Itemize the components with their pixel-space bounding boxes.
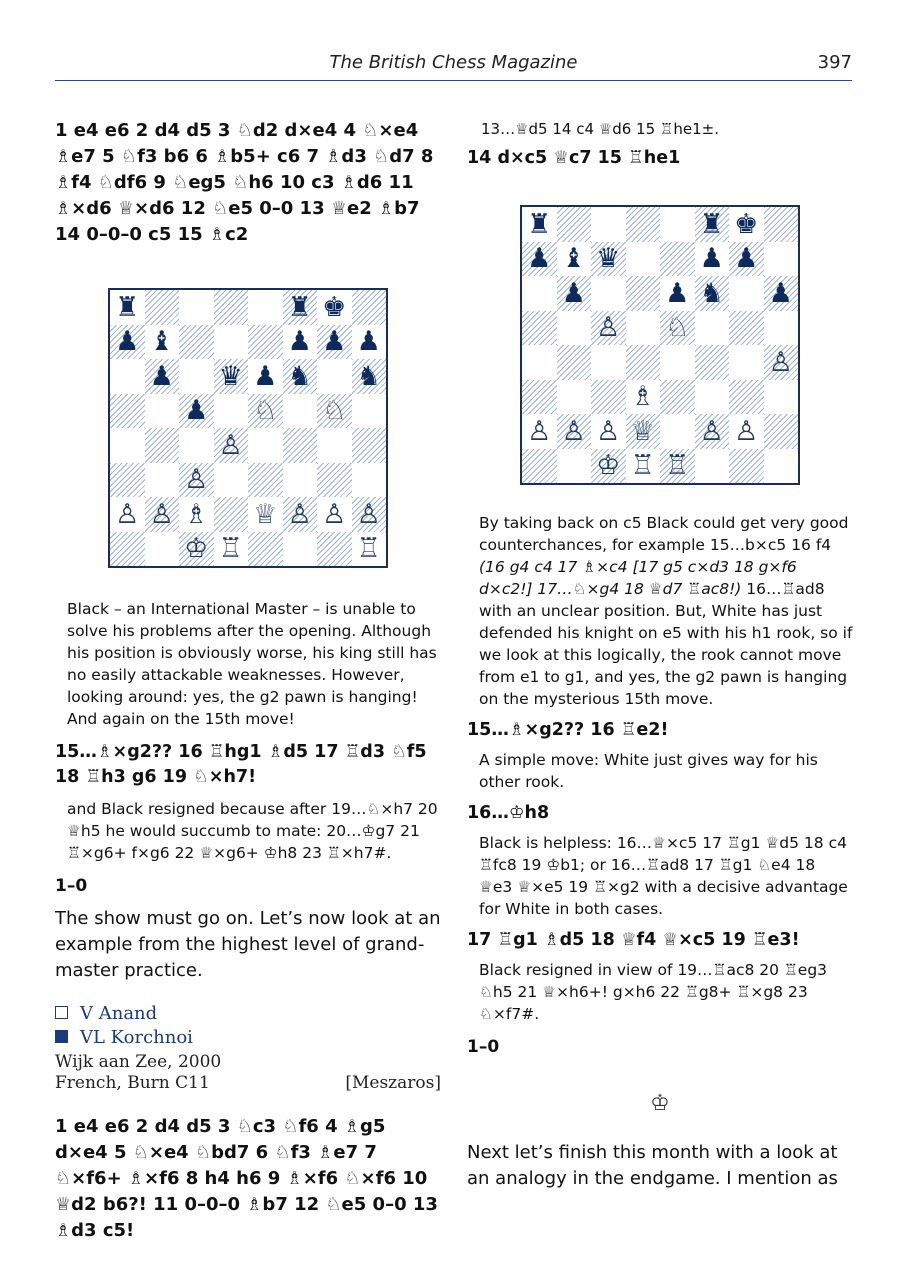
board2-square-g1 xyxy=(729,449,764,484)
board1-square-g1 xyxy=(317,532,352,567)
board2-square-d8 xyxy=(626,207,661,242)
chess-diagram-2 xyxy=(520,205,800,485)
white-player-name: V Anand xyxy=(80,1003,158,1024)
board2-square-h3 xyxy=(764,380,799,415)
board1-square-d4 xyxy=(214,428,249,463)
white-rook-icon: ♖ xyxy=(630,450,655,482)
white-king-icon: ♔ xyxy=(596,450,621,482)
board2-square-e3 xyxy=(660,380,695,415)
board2-square-a8 xyxy=(522,207,557,242)
commentary-note-6: Black is helpless: 16…♕×c5 17 ♖g1 ♕d5 18 c4 ♖fc8 19 ♔b1; or 16…♖ad8 17 ♖g1 ♘e4 18 ♕e3 ♕×e5 19 ♖×g2 with a decisive advantage for White in both cases. xyxy=(479,834,848,918)
board2-square-f2 xyxy=(695,414,730,449)
commentary-paragraph-2: The show must go on. Let’s now look at an example from the highest level of grand-master practice. xyxy=(55,908,441,981)
white-bishop-icon: ♗ xyxy=(630,381,655,413)
board1-square-e2 xyxy=(248,497,283,532)
white-queen-icon: ♕ xyxy=(630,415,655,447)
commentary-paragraph-1: Black – an International Master – is unable to solve his problems after the opening. Although his position is obviously worse, his king still has no easily attackable weaknesses. However, looking around: yes, the g2 pawn is hanging! And again on the 15th move! xyxy=(67,600,437,728)
magazine-title: The British Chess Magazine xyxy=(329,52,578,73)
board2-square-g5 xyxy=(729,311,764,346)
white-pawn-icon: ♙ xyxy=(356,498,381,530)
board2-square-h5 xyxy=(764,311,799,346)
commentary-3-variation: (16 g4 c4 17 ♗×c4 [17 g5 c×d3 18 g×f6 d×c2!] 17…♘×g4 18 ♕d7 ♖ac8!) xyxy=(479,558,797,598)
board1-square-f7 xyxy=(283,325,318,360)
board2-square-a4 xyxy=(522,345,557,380)
annotator-name: [Meszaros] xyxy=(345,1073,441,1093)
board2-square-a7 xyxy=(522,242,557,277)
board1-square-a5 xyxy=(110,394,145,429)
board1-square-b7 xyxy=(145,325,180,360)
white-pawn-icon: ♙ xyxy=(768,346,793,378)
black-player-row xyxy=(55,1026,441,1050)
board2-square-a2 xyxy=(522,414,557,449)
board2-square-b6 xyxy=(557,276,592,311)
board1-square-f8 xyxy=(283,290,318,325)
board1-square-b1 xyxy=(145,532,180,567)
board2-square-b5 xyxy=(557,311,592,346)
white-bishop-icon: ♗ xyxy=(184,498,209,530)
black-queen-icon: ♛ xyxy=(218,360,243,392)
board1-square-a7 xyxy=(110,325,145,360)
board1-square-c6 xyxy=(179,359,214,394)
board2-square-e1 xyxy=(660,449,695,484)
game-result-1: 1–0 xyxy=(55,876,88,896)
board1-square-d3 xyxy=(214,463,249,498)
board1-square-h8 xyxy=(352,290,387,325)
game-moves-3: 1 e4 e6 2 d4 d5 3 ♘c3 ♘f6 4 ♗g5 d×e4 5 ♘×e4 ♘bd7 6 ♘f3 ♗e7 7 ♘×f6+ ♗×f6 8 h4 h6 9 ♗×f6 ♘×f6 10 ♕d2 b6?! 11 0–0–0 ♗b7 12 ♘e5 0–0 13 ♗d3 c5! xyxy=(55,1116,438,1241)
board2-square-e8 xyxy=(660,207,695,242)
board1-square-f4 xyxy=(283,428,318,463)
board2-square-e2 xyxy=(660,414,695,449)
black-rook-icon: ♜ xyxy=(115,291,140,323)
board1-square-h7 xyxy=(352,325,387,360)
players-block xyxy=(55,1002,441,1050)
black-king-icon: ♚ xyxy=(322,291,347,323)
board2-square-g6 xyxy=(729,276,764,311)
board2-square-f4 xyxy=(695,345,730,380)
board2-square-d7 xyxy=(626,242,661,277)
board1-square-c3 xyxy=(179,463,214,498)
white-pawn-icon: ♙ xyxy=(287,498,312,530)
board2-square-f5 xyxy=(695,311,730,346)
board1-square-d2 xyxy=(214,497,249,532)
board2-square-h7 xyxy=(764,242,799,277)
white-pawn-icon: ♙ xyxy=(699,415,724,447)
board1-square-c7 xyxy=(179,325,214,360)
board2-square-e5 xyxy=(660,311,695,346)
running-header xyxy=(55,50,852,81)
board1-square-h5 xyxy=(352,394,387,429)
white-pawn-icon: ♙ xyxy=(596,415,621,447)
black-pawn-icon: ♟ xyxy=(768,277,793,309)
white-knight-icon: ♘ xyxy=(665,312,690,344)
board2-square-h8 xyxy=(764,207,799,242)
board2-square-c7 xyxy=(591,242,626,277)
board2-square-h6 xyxy=(764,276,799,311)
game-moves-1: 1 e4 e6 2 d4 d5 3 ♘d2 d×e4 4 ♘×e4 ♗e7 5 ♘f3 b6 6 ♗b5+ c6 7 ♗d3 ♘d7 8 ♗f4 ♘df6 9 ♘eg5 ♘h6 10 c3 ♗d6 11 ♗×d6 ♕×d6 12 ♘e5 0–0 13 ♕e2 ♗b7 14 0–0–0 c5 15 ♗c2 xyxy=(55,120,434,245)
board1-square-a4 xyxy=(110,428,145,463)
black-pawn-icon: ♟ xyxy=(356,326,381,358)
board2-square-b4 xyxy=(557,345,592,380)
game-moves-5: 15…♗×g2?? 16 ♖e2! xyxy=(467,720,669,740)
white-knight-icon: ♘ xyxy=(253,395,278,427)
board1-square-e5 xyxy=(248,394,283,429)
board1-square-c2 xyxy=(179,497,214,532)
board1-square-a6 xyxy=(110,359,145,394)
board1-square-e4 xyxy=(248,428,283,463)
black-queen-icon: ♛ xyxy=(596,243,621,275)
black-bishop-icon: ♝ xyxy=(149,326,174,358)
game-moves-7: 17 ♖g1 ♗d5 18 ♕f4 ♕×c5 19 ♖e3! xyxy=(467,930,800,950)
board1-square-e6 xyxy=(248,359,283,394)
board2-square-h1 xyxy=(764,449,799,484)
board1-square-b8 xyxy=(145,290,180,325)
board2-square-b8 xyxy=(557,207,592,242)
board2-square-c4 xyxy=(591,345,626,380)
opening-row xyxy=(55,1073,441,1094)
board1-square-e7 xyxy=(248,325,283,360)
board2-square-c5 xyxy=(591,311,626,346)
black-pawn-icon: ♟ xyxy=(561,277,586,309)
black-pawn-icon: ♟ xyxy=(253,360,278,392)
board2-square-c8 xyxy=(591,207,626,242)
commentary-3-part-2: 16…♖ad8 with an unclear position. But, White has just defended his knight on e5 with his h1 rook, so if we look at this logically, the rook cannot move from e1 to g1, and yes, the g2 pawn is hanging on the mysterious 15th move. xyxy=(479,580,853,708)
white-pawn-icon: ♙ xyxy=(184,464,209,496)
board1-square-h2 xyxy=(352,497,387,532)
board2-square-c3 xyxy=(591,380,626,415)
board2-square-b1 xyxy=(557,449,592,484)
board1-square-a2 xyxy=(110,497,145,532)
board1-square-g4 xyxy=(317,428,352,463)
board2-square-g2 xyxy=(729,414,764,449)
board1-square-b2 xyxy=(145,497,180,532)
board1-square-d6 xyxy=(214,359,249,394)
board2-square-f8 xyxy=(695,207,730,242)
black-knight-icon: ♞ xyxy=(699,277,724,309)
board1-square-e8 xyxy=(248,290,283,325)
commentary-note-2: and Black resigned because after 19…♘×h7 20 ♕h5 he would succumb to mate: 20…♔g7 21 ♖×g6+ f×g6 22 ♕×g6+ ♔h8 23 ♖×h7#. xyxy=(67,800,438,862)
board1-square-g8 xyxy=(317,290,352,325)
white-square-icon xyxy=(55,1006,68,1019)
board1-square-h3 xyxy=(352,463,387,498)
white-pawn-icon: ♙ xyxy=(149,498,174,530)
black-knight-icon: ♞ xyxy=(356,360,381,392)
board1-square-h1 xyxy=(352,532,387,567)
board2-square-f1 xyxy=(695,449,730,484)
commentary-3-part-1: By taking back on c5 Black could get very good counterchances, for example 15…b×c5 16 f4 xyxy=(479,514,849,554)
board2-square-g7 xyxy=(729,242,764,277)
black-pawn-icon: ♟ xyxy=(699,243,724,275)
white-pawn-icon: ♙ xyxy=(734,415,759,447)
right-column xyxy=(467,118,853,1192)
board2-square-a5 xyxy=(522,311,557,346)
white-rook-icon: ♖ xyxy=(218,533,243,565)
board2-square-g3 xyxy=(729,380,764,415)
white-pawn-icon: ♙ xyxy=(527,415,552,447)
board1-square-c4 xyxy=(179,428,214,463)
board1-square-a1 xyxy=(110,532,145,567)
board2-square-f3 xyxy=(695,380,730,415)
board2-square-f7 xyxy=(695,242,730,277)
board1-square-e3 xyxy=(248,463,283,498)
white-pawn-icon: ♙ xyxy=(561,415,586,447)
commentary-paragraph-4: Next let’s finish this month with a look at an analogy in the endgame. I mention as xyxy=(467,1142,838,1189)
black-pawn-icon: ♟ xyxy=(149,360,174,392)
board1-square-f3 xyxy=(283,463,318,498)
board2-square-g8 xyxy=(729,207,764,242)
game-moves-4: 14 d×c5 ♕c7 15 ♖he1 xyxy=(467,148,681,168)
black-knight-icon: ♞ xyxy=(287,360,312,392)
board2-square-c2 xyxy=(591,414,626,449)
event-name: Wijk aan Zee, 2000 xyxy=(55,1052,222,1072)
black-rook-icon: ♜ xyxy=(527,208,552,240)
board2-square-e7 xyxy=(660,242,695,277)
board1-square-c1 xyxy=(179,532,214,567)
black-pawn-icon: ♟ xyxy=(115,326,140,358)
board2-square-a1 xyxy=(522,449,557,484)
board1-square-g6 xyxy=(317,359,352,394)
black-pawn-icon: ♟ xyxy=(322,326,347,358)
white-pawn-icon: ♙ xyxy=(115,498,140,530)
board1-square-f2 xyxy=(283,497,318,532)
black-square-icon xyxy=(55,1030,68,1043)
left-column xyxy=(55,118,441,1244)
board2-square-d1 xyxy=(626,449,661,484)
board1-square-g2 xyxy=(317,497,352,532)
black-pawn-icon: ♟ xyxy=(734,243,759,275)
white-pawn-icon: ♙ xyxy=(596,312,621,344)
game-moves-6: 16…♔h8 xyxy=(467,803,550,823)
board2-square-d2 xyxy=(626,414,661,449)
board2-square-c6 xyxy=(591,276,626,311)
opening-name: French, Burn C11 xyxy=(55,1073,210,1093)
board1-square-c5 xyxy=(179,394,214,429)
board2-square-d3 xyxy=(626,380,661,415)
black-rook-icon: ♜ xyxy=(699,208,724,240)
commentary-note-5: A simple move: White just gives way for his other rook. xyxy=(479,751,818,791)
white-pawn-icon: ♙ xyxy=(218,429,243,461)
board1-square-f5 xyxy=(283,394,318,429)
board1-square-b6 xyxy=(145,359,180,394)
board2-square-g4 xyxy=(729,345,764,380)
black-rook-icon: ♜ xyxy=(287,291,312,323)
board2-square-h2 xyxy=(764,414,799,449)
board2-square-d4 xyxy=(626,345,661,380)
game-moves-2: 15…♗×g2?? 16 ♖hg1 ♗d5 17 ♖d3 ♘f5 18 ♖h3 g6 19 ♘×h7! xyxy=(55,742,427,787)
board2-square-a6 xyxy=(522,276,557,311)
board1-square-h6 xyxy=(352,359,387,394)
board2-square-e4 xyxy=(660,345,695,380)
white-queen-icon: ♕ xyxy=(253,498,278,530)
black-pawn-icon: ♟ xyxy=(527,243,552,275)
commentary-paragraph-3 xyxy=(479,512,853,710)
board1-square-f6 xyxy=(283,359,318,394)
board2-square-b3 xyxy=(557,380,592,415)
section-separator-king-icon: ♔ xyxy=(650,1091,670,1116)
commentary-note-7: Black resigned in view of 19…♖ac8 20 ♖eg3 ♘h5 21 ♕×h6+! g×h6 22 ♖g8+ ♖×g8 23 ♘×f7#. xyxy=(479,961,828,1023)
board1-square-g5 xyxy=(317,394,352,429)
board1-square-d8 xyxy=(214,290,249,325)
page-number: 397 xyxy=(817,52,852,73)
white-rook-icon: ♖ xyxy=(356,533,381,565)
board1-square-g3 xyxy=(317,463,352,498)
board1-square-b4 xyxy=(145,428,180,463)
continuation-line: 13…♕d5 14 c4 ♕d6 15 ♖he1±. xyxy=(481,120,719,138)
board2-square-e6 xyxy=(660,276,695,311)
black-bishop-icon: ♝ xyxy=(561,243,586,275)
board2-square-b2 xyxy=(557,414,592,449)
board1-square-b5 xyxy=(145,394,180,429)
board2-square-a3 xyxy=(522,380,557,415)
black-pawn-icon: ♟ xyxy=(184,395,209,427)
board1-square-a3 xyxy=(110,463,145,498)
board1-square-b3 xyxy=(145,463,180,498)
board1-square-h4 xyxy=(352,428,387,463)
white-rook-icon: ♖ xyxy=(665,450,690,482)
white-knight-icon: ♘ xyxy=(322,395,347,427)
game-result-2: 1–0 xyxy=(467,1037,500,1057)
board1-square-f1 xyxy=(283,532,318,567)
board2-square-f6 xyxy=(695,276,730,311)
board1-square-c8 xyxy=(179,290,214,325)
board2-square-c1 xyxy=(591,449,626,484)
board1-square-a8 xyxy=(110,290,145,325)
black-player-name: VL Korchnoi xyxy=(80,1027,193,1048)
board1-square-e1 xyxy=(248,532,283,567)
chess-diagram-1 xyxy=(108,288,388,568)
board2-square-d5 xyxy=(626,311,661,346)
game-event-info xyxy=(55,1052,441,1094)
board1-square-d1 xyxy=(214,532,249,567)
board2-square-d6 xyxy=(626,276,661,311)
black-pawn-icon: ♟ xyxy=(287,326,312,358)
black-king-icon: ♚ xyxy=(734,208,759,240)
board2-square-h4 xyxy=(764,345,799,380)
white-king-icon: ♔ xyxy=(184,533,209,565)
white-pawn-icon: ♙ xyxy=(322,498,347,530)
board1-square-g7 xyxy=(317,325,352,360)
board1-square-d7 xyxy=(214,325,249,360)
white-player-row xyxy=(55,1002,441,1026)
black-pawn-icon: ♟ xyxy=(665,277,690,309)
board1-square-d5 xyxy=(214,394,249,429)
board2-square-b7 xyxy=(557,242,592,277)
